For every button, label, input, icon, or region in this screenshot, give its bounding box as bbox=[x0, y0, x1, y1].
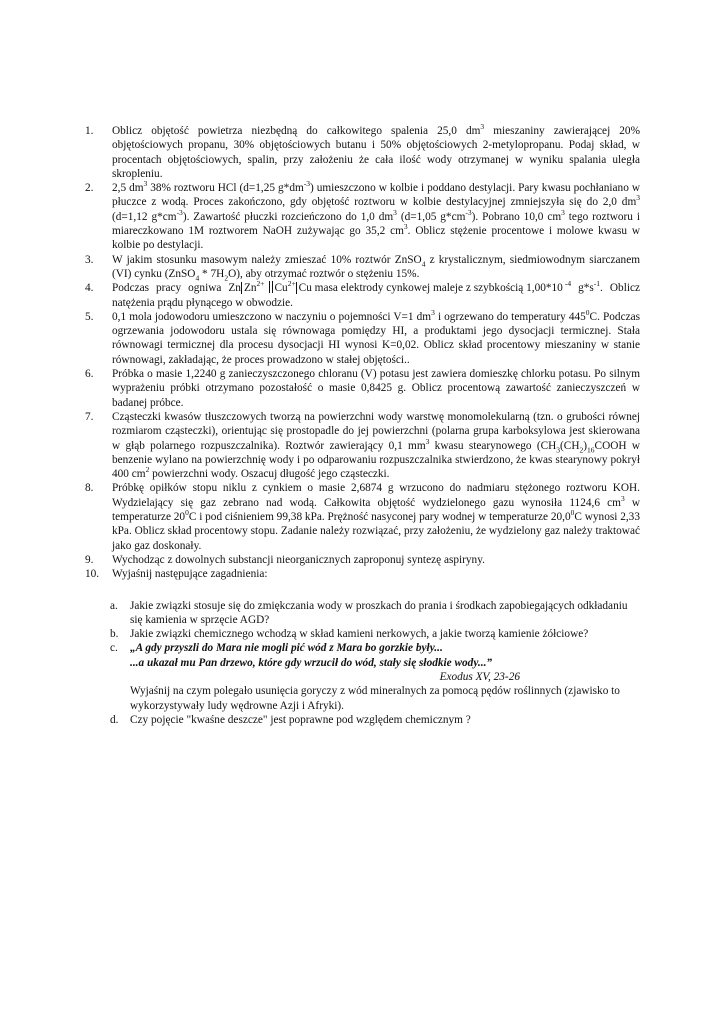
subitem-d bbox=[85, 713, 640, 727]
problem-5 bbox=[85, 310, 640, 367]
problem-number: 1. bbox=[85, 125, 94, 137]
problem-number: 6. bbox=[85, 368, 94, 381]
problem-6 bbox=[85, 367, 640, 410]
problem-text: Podczas pracy ogniwa Zn $Zn^{2+}$ $Cu^{2+}$ Cu masa elektrody cynkowej maleje z szybkością 1,00*10 $^{-4}$ $g*s^{-1}$. Oblicz natężenia prądu płynącego w obwodzie. bbox=[112, 279, 640, 309]
problem-number: 4. bbox=[85, 282, 94, 295]
subitem-list bbox=[112, 599, 640, 728]
subitem-label: b. bbox=[110, 628, 119, 641]
subitem-label: d. bbox=[110, 713, 119, 726]
quote-line-1: „A gdy przyszli do Mara nie mogli pić wód z Mara bo gorzkie były... bbox=[130, 642, 443, 655]
subitem-text: Czy pojęcie "kwaśne deszcze" jest poprawne pod względem chemicznym ? bbox=[130, 713, 471, 726]
problem-number: 7. bbox=[85, 410, 94, 423]
problem-text: Wychodząc z dowolnych substancji nieorganicznych zaproponuj syntezę aspiryny. bbox=[112, 553, 485, 566]
subitem-label: c. bbox=[110, 642, 118, 655]
problem-number: 8. bbox=[85, 482, 94, 495]
problem-text: Próbka o masie 1,2240 g zanieczyszczonego chloranu (V) potasu jest zawiera domieszkę chlorku potasu. Po silnym wyprażeniu próbki otrzymano pozostałość o masie 0,8425 g. Oblicz procentową zawartość zanieczyszczeń w badanej próbce. bbox=[112, 368, 640, 409]
quote-citation: Exodus XV, 23-26 bbox=[439, 670, 520, 683]
problem-number: 10. bbox=[85, 568, 100, 581]
subitem-text: Jakie związki chemicznego wchodzą w skład kamieni nerkowych, a jakie tworzą kamienie żółciowe? bbox=[130, 628, 589, 641]
problem-1 bbox=[85, 124, 640, 181]
problem-number: 9. bbox=[85, 553, 94, 566]
problem-number: 3. bbox=[85, 253, 94, 266]
subitem-c bbox=[85, 641, 640, 712]
subitem-text: Jakie związki stosuje się do zmiękczania wody w proszkach do prania i środkach zapobiegających odkładaniu się kamienia w sprzęcie AGD? bbox=[130, 599, 628, 626]
problem-list bbox=[85, 124, 640, 727]
problem-8 bbox=[85, 481, 640, 552]
problem-2 bbox=[85, 181, 640, 252]
problem-number: 2. bbox=[85, 182, 94, 195]
subitem-b bbox=[85, 627, 640, 641]
problem-number: 5. bbox=[85, 310, 94, 323]
problem-9 bbox=[85, 553, 640, 567]
problem-text: Próbkę opiłków stopu niklu z cynkiem o masie 2,6874 g wrzucono do nadmiaru stężonego roztworu KOH. Wydzielający się gaz zebrano nad wodą. Całkowita objętość wydzielonego gazu wynosiła 1124,6 $cm^3$ w temperaturze $20^0C$ i pod ciśnieniem 99,38 kPa. Prężność nasyconej pary wodnej w temperaturze 20,0$^0$C wynosi 2,33 kPa. Oblicz skład procentowy stopu. Zadanie należy rozwiązać, przy założeniu, że wydzielony gaz należy traktować jako gaz doskonały. bbox=[112, 482, 641, 552]
problem-3 bbox=[85, 253, 640, 282]
problem-4 bbox=[85, 281, 640, 310]
problem-7 bbox=[85, 410, 640, 481]
subitem-text: Wyjaśnij na czym polegało usunięcia goryczy z wód mineralnych za pomocą pędów roślinnych (zjawisko to wykorzystywały ludy wędrowne Azji i Afryki). bbox=[130, 685, 620, 712]
subitem-a bbox=[85, 599, 640, 628]
subitem-label: a. bbox=[110, 599, 118, 612]
problem-text: W jakim stosunku masowym należy zmieszać 10% roztwór ZnSO$_4$ z krystalicznym, siedmiowodnym siarczanem (VI) cynku (ZnSO$_4$ * $7H_2O$), aby otrzymać roztwór o stężeniu 15%. bbox=[112, 253, 641, 283]
problem-text: 2,5 $dm^3$ 38% roztworu HCl (d=1,25 $g*dm^{-3}$) umieszczono w kolbie i poddano destylacji. Pary kwasu pochłaniano w płuczce z wodą. Proces zakończono, gdy objętość roztworu w kolbie destylacyjnej zmniejszyła się do 2,0 $dm^3$ (d=1,12 $g*cm^{-3}$). Zawartość płuczki rozcieńczono do 1,0 $dm^3$ (d=1,05 $g*cm^{-3}$). Pobrano 10,0 $cm^3$ tego roztworu i miareczkowano 1M roztworem NaOH zużywając go 35,2 $cm^3$. Oblicz stężenie procentowe i molowe kwasu w kolbie po destylacji. bbox=[112, 179, 640, 252]
problem-text: Wyjaśnij następujące zagadnienia: bbox=[112, 568, 268, 581]
problem-text: Cząsteczki kwasów tłuszczowych tworzą na powierzchni wody warstwę monomolekularną (tzn. o grubości równej rozmiarom cząsteczki), orientując się prostopadle do jej powierzchni (polarna grupa karboksylowa jest skierowana w głąb polarnego rozpuszczalnika). Roztwór zawierający 0,1 $mm^3$ kwasu stearynowego ($CH_3(CH_2)_{16}COOH$ w benzenie wylano na powierzchnię wody i po odparowaniu rozpuszczalnika stwierdzono, że kwas stearynowy pokrył 400 $cm^2$ powierzchni wody. Oszacuj długość jego cząsteczki. bbox=[112, 410, 640, 481]
cell-diagram: $Zn^{2+}$ bbox=[241, 282, 267, 294]
cell-diagram-right: Cu masa elektrody cynkowej maleje z szybkością 1,00*10 bbox=[296, 282, 565, 294]
quote-line-2: ...a ukazał mu Pan drzewo, które gdy wrzucił do wód, stały się słodkie wody...” bbox=[130, 656, 493, 669]
problem-10 bbox=[85, 567, 640, 727]
problem-text: 0,1 mola jodowodoru umieszczono w naczyniu o pojemności V=1 $dm^3$ i ogrzewano do temperatury $445^0C$. Podczas ogrzewania jodowodoru ustala się równowaga pomiędzy HI, a produktami jego dysocjacji termicznej. Stała równowagi termicznej dla procesu dysocjacji HI wynosi K=0,02. Oblicz skład procentowy mieszaniny w stanie równowagi, zakładając, że proces prowadzono w stałej objętości.. bbox=[112, 308, 641, 366]
salt-bridge-symbol bbox=[269, 281, 273, 293]
problem-text: Oblicz objętość powietrza niezbędną do całkowitego spalenia 25,0 $dm^3$ mieszaniny zawierającej 20% objętościowych propanu, 30% objętościowych butanu i 50% objętościowych 2-metylopropanu. Podaj skład, w procentach objętościowych, spalin, przy założeniu że cała ilość wody otrzymanej w wyniku spalania uległa skropleniu. bbox=[112, 122, 640, 180]
